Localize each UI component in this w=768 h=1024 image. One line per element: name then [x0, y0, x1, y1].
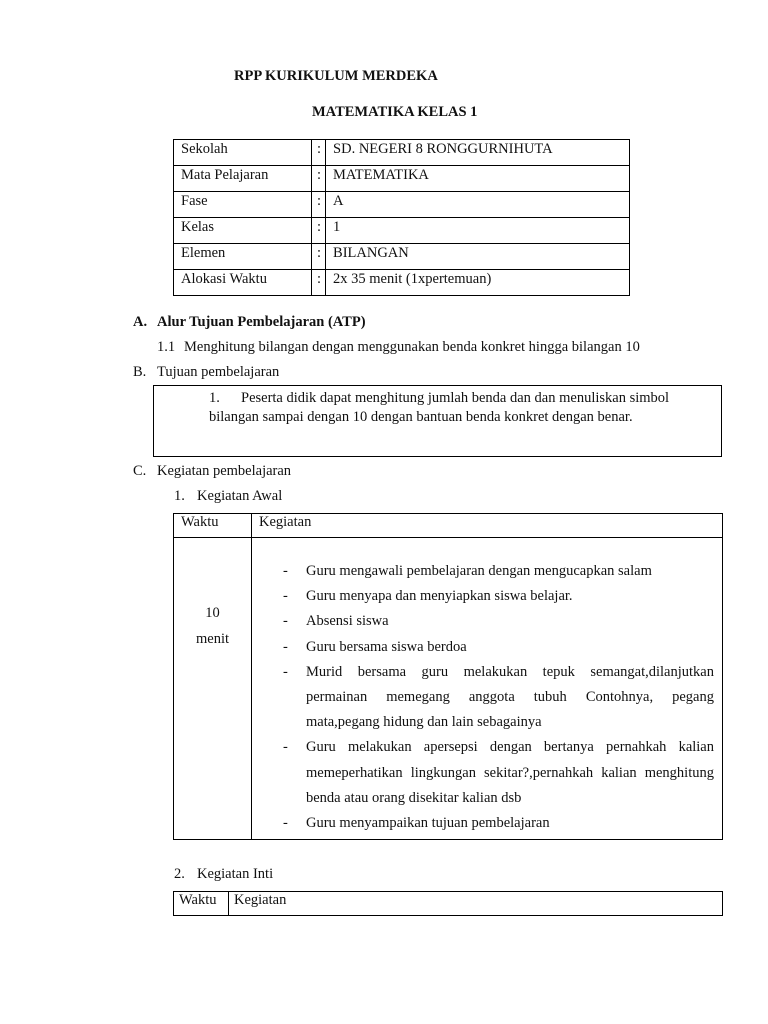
tujuan-item-number: 1.	[209, 390, 220, 406]
identity-value: 2x 35 menit (1xpertemuan)	[326, 270, 630, 296]
section-a-marker: A.	[133, 314, 148, 330]
identity-row	[174, 244, 630, 270]
tujuan-item	[209, 389, 689, 427]
activity-item	[283, 735, 714, 811]
section-c-marker: C.	[133, 463, 147, 479]
awal-title: Kegiatan Awal	[197, 488, 283, 504]
awal-waktu-value: 10	[205, 605, 220, 621]
identity-row	[174, 192, 630, 218]
document-subtitle: MATEMATIKA KELAS 1	[312, 104, 478, 120]
identity-separator: :	[312, 270, 326, 296]
awal-number: 1.	[174, 488, 185, 504]
awal-waktu-cell	[174, 538, 252, 840]
activity-item	[283, 635, 714, 660]
document-title: RPP KURIKULUM MERDEKA	[234, 68, 438, 84]
atp-item-number: 1.1	[157, 339, 176, 355]
awal-header-kegiatan: Kegiatan	[252, 514, 723, 538]
atp-item-text: Menghitung bilangan dengan menggunakan benda konkret hingga bilangan 10	[184, 339, 640, 355]
activity-text: Guru bersama siswa berdoa	[306, 638, 467, 655]
awal-header-row	[174, 514, 723, 538]
identity-value: SD. NEGERI 8 RONGGURNIHUTA	[326, 140, 630, 166]
identity-value: A	[326, 192, 630, 218]
identity-separator: :	[312, 166, 326, 192]
kegiatan-inti-table	[173, 891, 723, 916]
activity-text: Absensi siswa	[306, 613, 389, 630]
activity-item	[283, 660, 714, 736]
inti-header-waktu: Waktu	[174, 892, 229, 916]
identity-value: 1	[326, 218, 630, 244]
section-b-marker: B.	[133, 364, 147, 380]
awal-body-row	[174, 538, 723, 840]
inti-header-kegiatan: Kegiatan	[229, 892, 723, 916]
awal-activity-list	[253, 539, 721, 836]
activity-item	[283, 811, 714, 836]
inti-header-row	[174, 892, 723, 916]
activity-dash: -	[283, 588, 288, 605]
awal-header-waktu: Waktu	[174, 514, 252, 538]
identity-value: MATEMATIKA	[326, 166, 630, 192]
identity-label: Elemen	[174, 244, 312, 270]
identity-label: Sekolah	[174, 140, 312, 166]
identity-separator: :	[312, 244, 326, 270]
awal-waktu-unit: menit	[195, 631, 230, 647]
identity-separator: :	[312, 140, 326, 166]
section-b-title: Tujuan pembelajaran	[157, 364, 280, 380]
activity-dash: -	[283, 638, 288, 655]
awal-activities-cell	[252, 538, 723, 840]
identity-separator: :	[312, 218, 326, 244]
identity-label: Mata Pelajaran	[174, 166, 312, 192]
activity-text: Guru mengawali pembelajaran dengan mengucapkan salam	[306, 563, 652, 579]
identity-row	[174, 140, 630, 166]
identity-value: BILANGAN	[326, 244, 630, 270]
activity-dash: -	[283, 663, 288, 680]
activity-dash: -	[283, 563, 288, 579]
tujuan-item-text: Peserta didik dapat menghitung jumlah benda dan dan menuliskan simbol bilangan sampai dengan 10 dengan bantuan benda konkret dengan benar.	[209, 390, 670, 425]
identity-table	[173, 139, 630, 296]
inti-number: 2.	[174, 866, 185, 882]
identity-row	[174, 166, 630, 192]
activity-dash: -	[283, 815, 288, 832]
identity-row	[174, 270, 630, 296]
activity-dash: -	[283, 613, 288, 630]
inti-title: Kegiatan Inti	[197, 866, 274, 882]
activity-item	[283, 609, 714, 634]
activity-text: Guru melakukan apersepsi dengan bertanya pernahkah kalian memeperhatikan lingkungan sekitar?,pernahkah kalian menghitung benda atau orang disekitar kalian dsb	[306, 739, 714, 806]
identity-label: Alokasi Waktu	[174, 270, 312, 296]
tujuan-box	[153, 385, 722, 457]
activity-text: Guru menyampaikan tujuan pembelajaran	[306, 815, 550, 832]
identity-label: Kelas	[174, 218, 312, 244]
kegiatan-awal-table	[173, 513, 723, 840]
identity-label: Fase	[174, 192, 312, 218]
identity-row	[174, 218, 630, 244]
section-c-title: Kegiatan pembelajaran	[157, 463, 292, 479]
section-a-title: Alur Tujuan Pembelajaran (ATP)	[157, 314, 366, 330]
identity-separator: :	[312, 192, 326, 218]
activity-text: Guru menyapa dan menyiapkan siswa belajar.	[306, 588, 573, 605]
activity-item	[283, 584, 714, 609]
activity-item	[283, 559, 714, 584]
activity-dash: -	[283, 739, 288, 756]
activity-text: Murid bersama guru melakukan tepuk semangat,dilanjutkan permainan memegang anggota tubuh Contohnya, pegang mata,pegang hidung dan lain sebagainya	[306, 663, 714, 731]
